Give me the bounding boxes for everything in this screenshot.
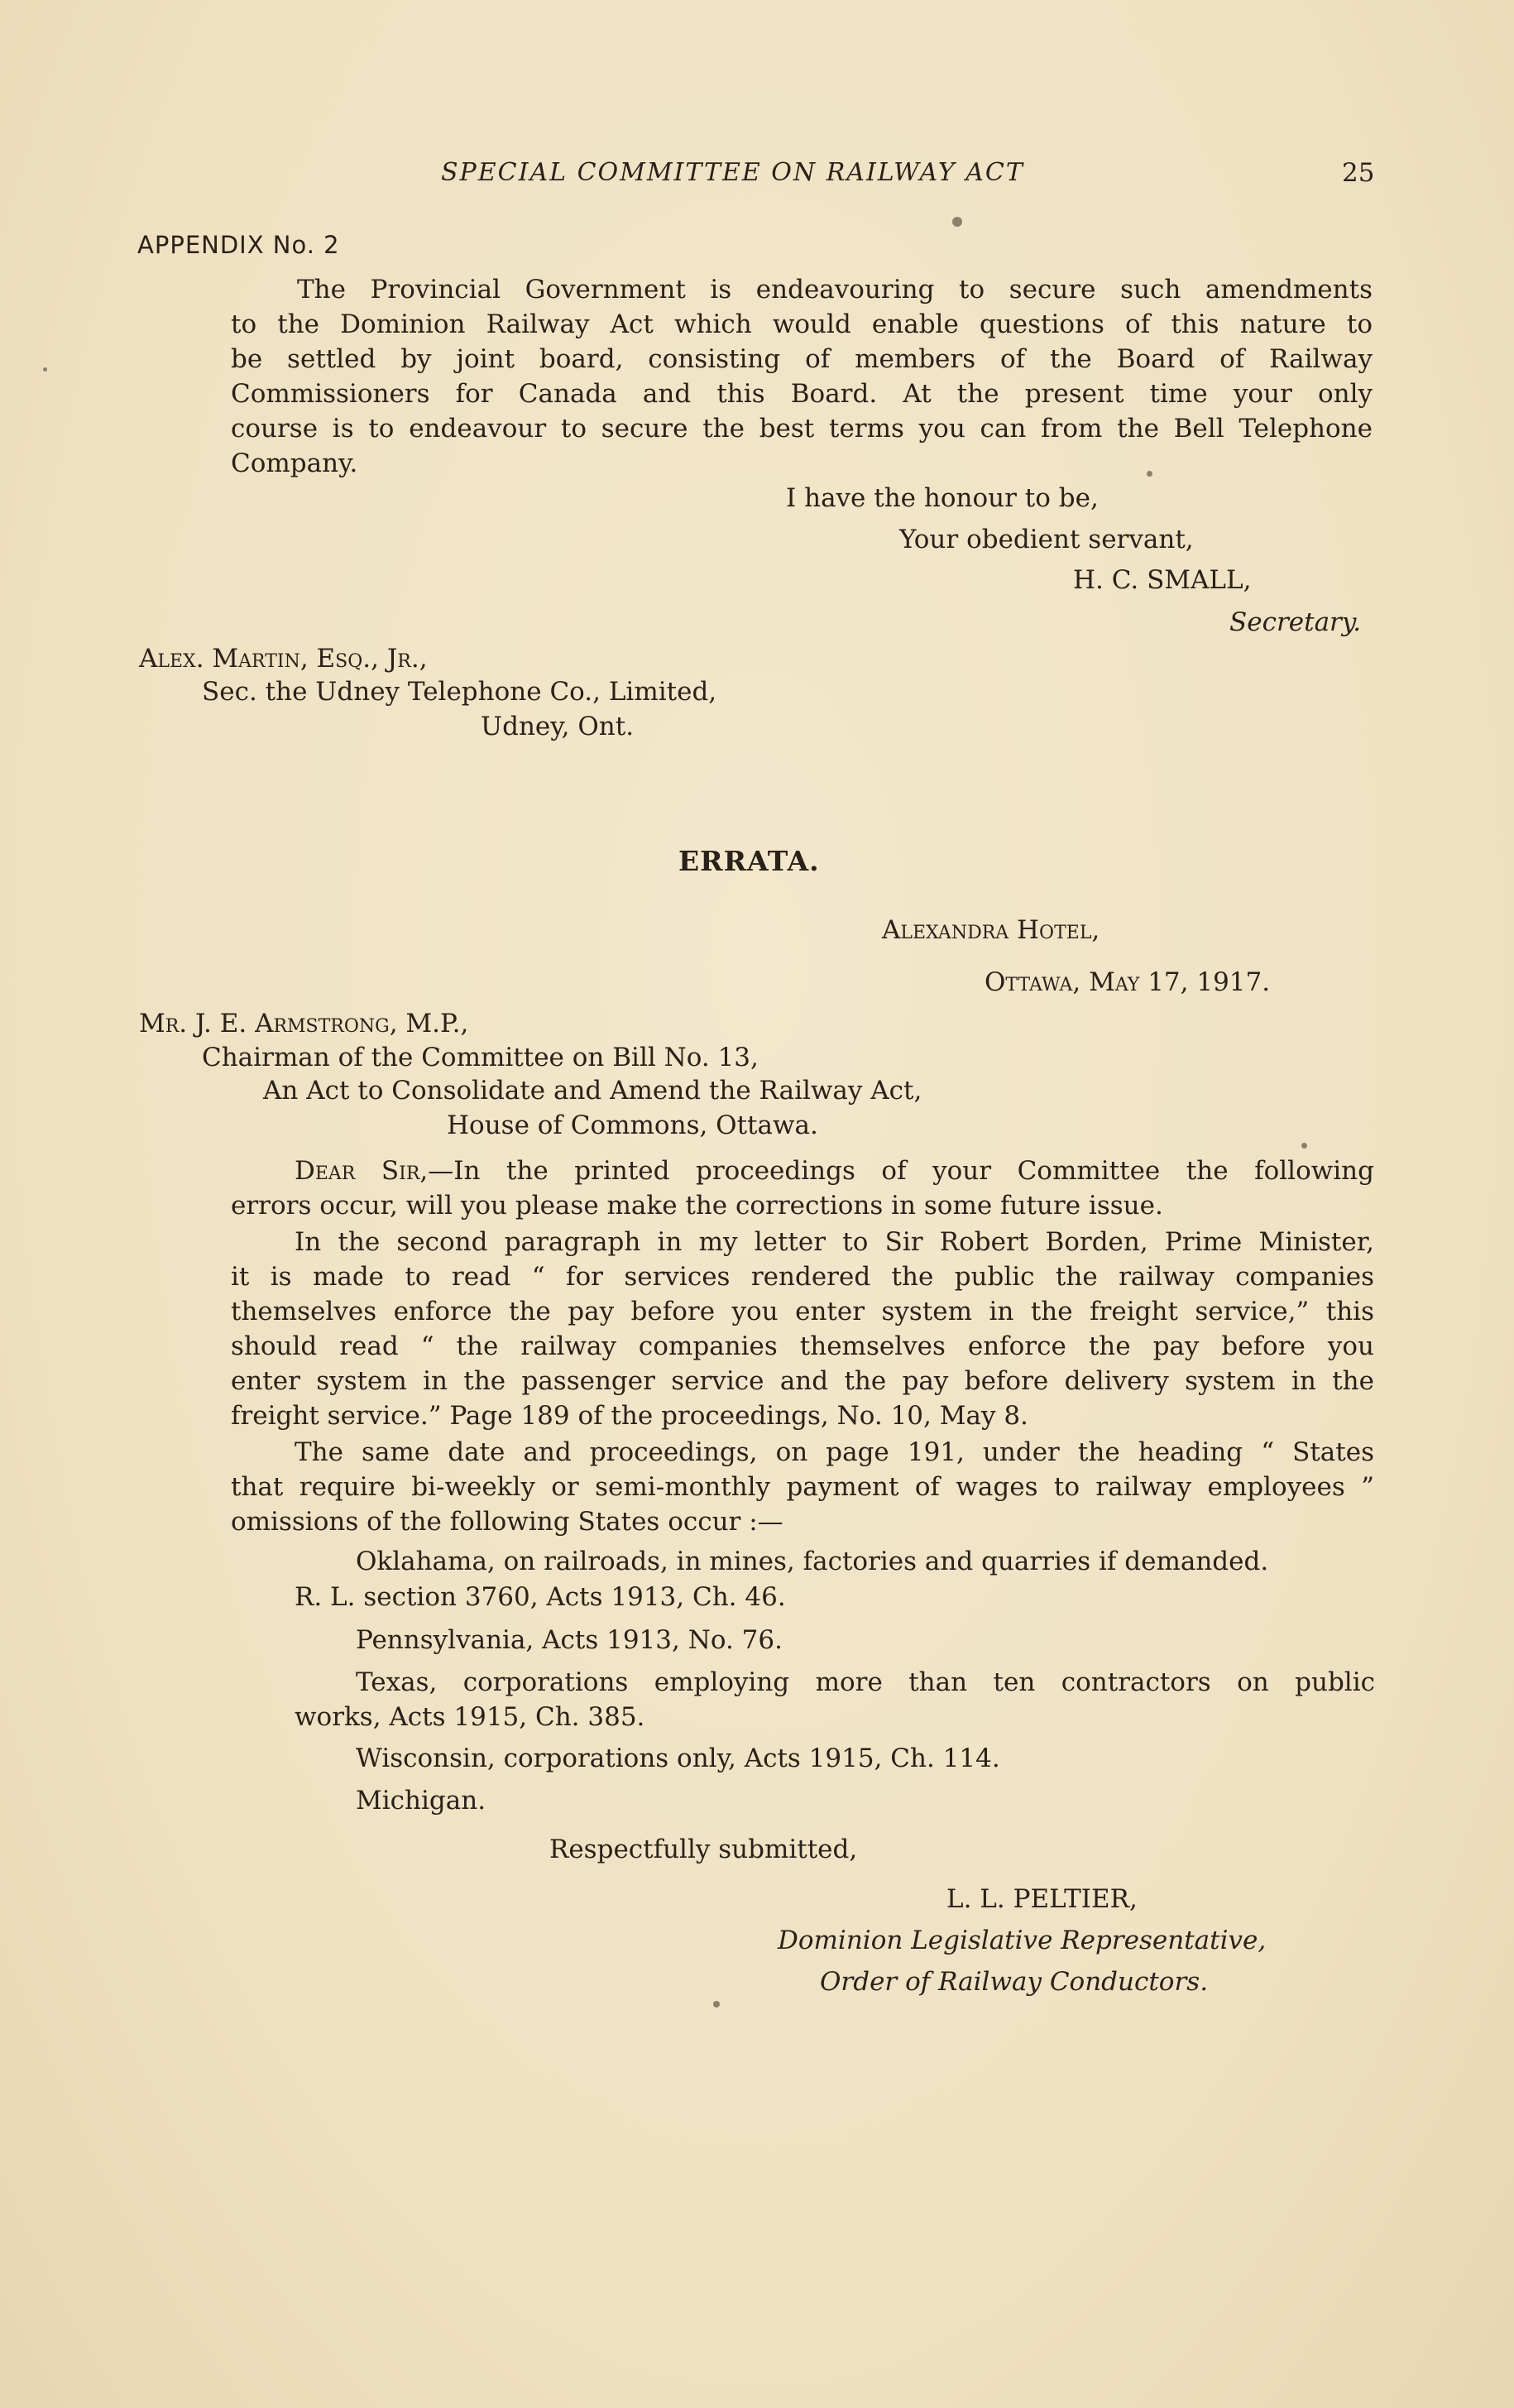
errata-date: Ottawa, May 17, 1917. — [985, 967, 1271, 997]
letter1-signer: H. C. SMALL, — [1073, 565, 1252, 595]
letter1-line: Commissioners for Canada and this Board. At the present time your only — [231, 379, 1373, 409]
errata-p3-line: omissions of the following States occur :— — [231, 1507, 783, 1537]
errata-p2-line: enter system in the passenger service and the pay before delivery system in the — [231, 1366, 1374, 1396]
errata-p1-line: errors occur, will you please make the corrections in some future issue. — [231, 1191, 1163, 1221]
letter1-line: course is to endeavour to secure the best terms you can from the Bell Telephone — [231, 414, 1373, 444]
errata-p2-line: themselves enforce the pay before you enter system in the freight service,” this — [231, 1297, 1374, 1326]
errata-recipient-line2: Chairman of the Committee on Bill No. 13, — [202, 1043, 759, 1072]
page-number: 25 — [1342, 158, 1375, 188]
letter1-signer-title: Secretary. — [1229, 607, 1362, 637]
errata-closing: Respectfully submitted, — [549, 1835, 858, 1864]
errata-p2-line: freight service.” Page 189 of the proceedings, No. 10, May 8. — [231, 1401, 1028, 1431]
errata-p2-line: In the second paragraph in my letter to Sir Robert Borden, Prime Minister, — [295, 1227, 1374, 1257]
errata-signer-title: Dominion Legislative Representative, — [778, 1926, 1267, 1955]
letter1-closing-servant: Your obedient servant, — [899, 525, 1194, 554]
letter1-line: Company. — [231, 449, 358, 478]
state-item-texas-line: Texas, corporations employing more than ten contractors on public — [356, 1667, 1375, 1697]
errata-recipient-line3: An Act to Consolidate and Amend the Railway Act, — [263, 1076, 922, 1106]
errata-p3-line: that require bi-weekly or semi-monthly payment of wages to railway employees ” — [231, 1472, 1374, 1502]
appendix-label: APPENDIX No. 2 — [137, 231, 340, 259]
errata-paragraph-1 — [231, 1154, 1374, 1223]
state-item-texas-line: works, Acts 1915, Ch. 385. — [295, 1702, 645, 1732]
letter1-line: The Provincial Government is endeavouring to secure such amendments — [297, 275, 1373, 305]
letter1-addressee: Alex. Martin, Esq., Jr., — [139, 644, 428, 674]
errata-paragraph-2 — [231, 1225, 1374, 1433]
errata-p1-text: —In the printed proceedings of your Committee the following — [428, 1156, 1374, 1186]
errata-p3-line: The same date and proceedings, on page 191, under the heading “ States — [295, 1437, 1374, 1467]
state-item-oklahoma: Oklahama, on railroads, in mines, factories and quarries if demanded. — [356, 1547, 1269, 1576]
paper-speck — [1147, 471, 1152, 477]
paper-speck — [713, 2001, 720, 2007]
errata-place: Alexandra Hotel, — [882, 915, 1100, 945]
state-item-oklahoma-ref: R. L. section 3760, Acts 1913, Ch. 46. — [295, 1582, 786, 1612]
errata-p2-line: should read “ the railway companies themselves enforce the pay before you — [231, 1331, 1374, 1361]
paper-speck — [43, 367, 47, 372]
letter1-line: to the Dominion Railway Act which would enable questions of this nature to — [231, 309, 1373, 339]
state-item-pennsylvania: Pennsylvania, Acts 1913, No. 76. — [356, 1625, 783, 1655]
errata-paragraph-3 — [231, 1435, 1374, 1539]
letter1-paragraph — [231, 272, 1373, 481]
state-item-wisconsin: Wisconsin, corporations only, Acts 1915, Ch. 114. — [356, 1744, 1000, 1773]
errata-heading: ERRATA. — [678, 845, 820, 877]
salutation: Dear Sir, — [295, 1156, 429, 1186]
letter1-closing: I have the honour to be, — [786, 483, 1099, 513]
errata-recipient: Mr. J. E. Armstrong, M.P., — [139, 1009, 469, 1039]
letter1-addressee-org: Sec. the Udney Telephone Co., Limited, — [202, 677, 717, 707]
letter1-addressee-place: Udney, Ont. — [481, 712, 635, 741]
errata-p1-line — [231, 1154, 1374, 1188]
letter1-line: be settled by joint board, consisting of members of the Board of Railway — [231, 344, 1373, 374]
errata-signer-org: Order of Railway Conductors. — [820, 1967, 1209, 1997]
paper-speck — [952, 217, 962, 227]
errata-p2-line: it is made to read “ for services rendered the public the railway companies — [231, 1262, 1374, 1292]
running-header-title: SPECIAL COMMITTEE ON RAILWAY ACT — [441, 158, 1024, 187]
errata-signer: L. L. PELTIER, — [946, 1884, 1138, 1914]
state-item-texas — [295, 1665, 1375, 1734]
paper-speck — [1301, 1143, 1307, 1149]
errata-recipient-line4: House of Commons, Ottawa. — [447, 1110, 818, 1140]
state-item-michigan: Michigan. — [356, 1786, 486, 1816]
